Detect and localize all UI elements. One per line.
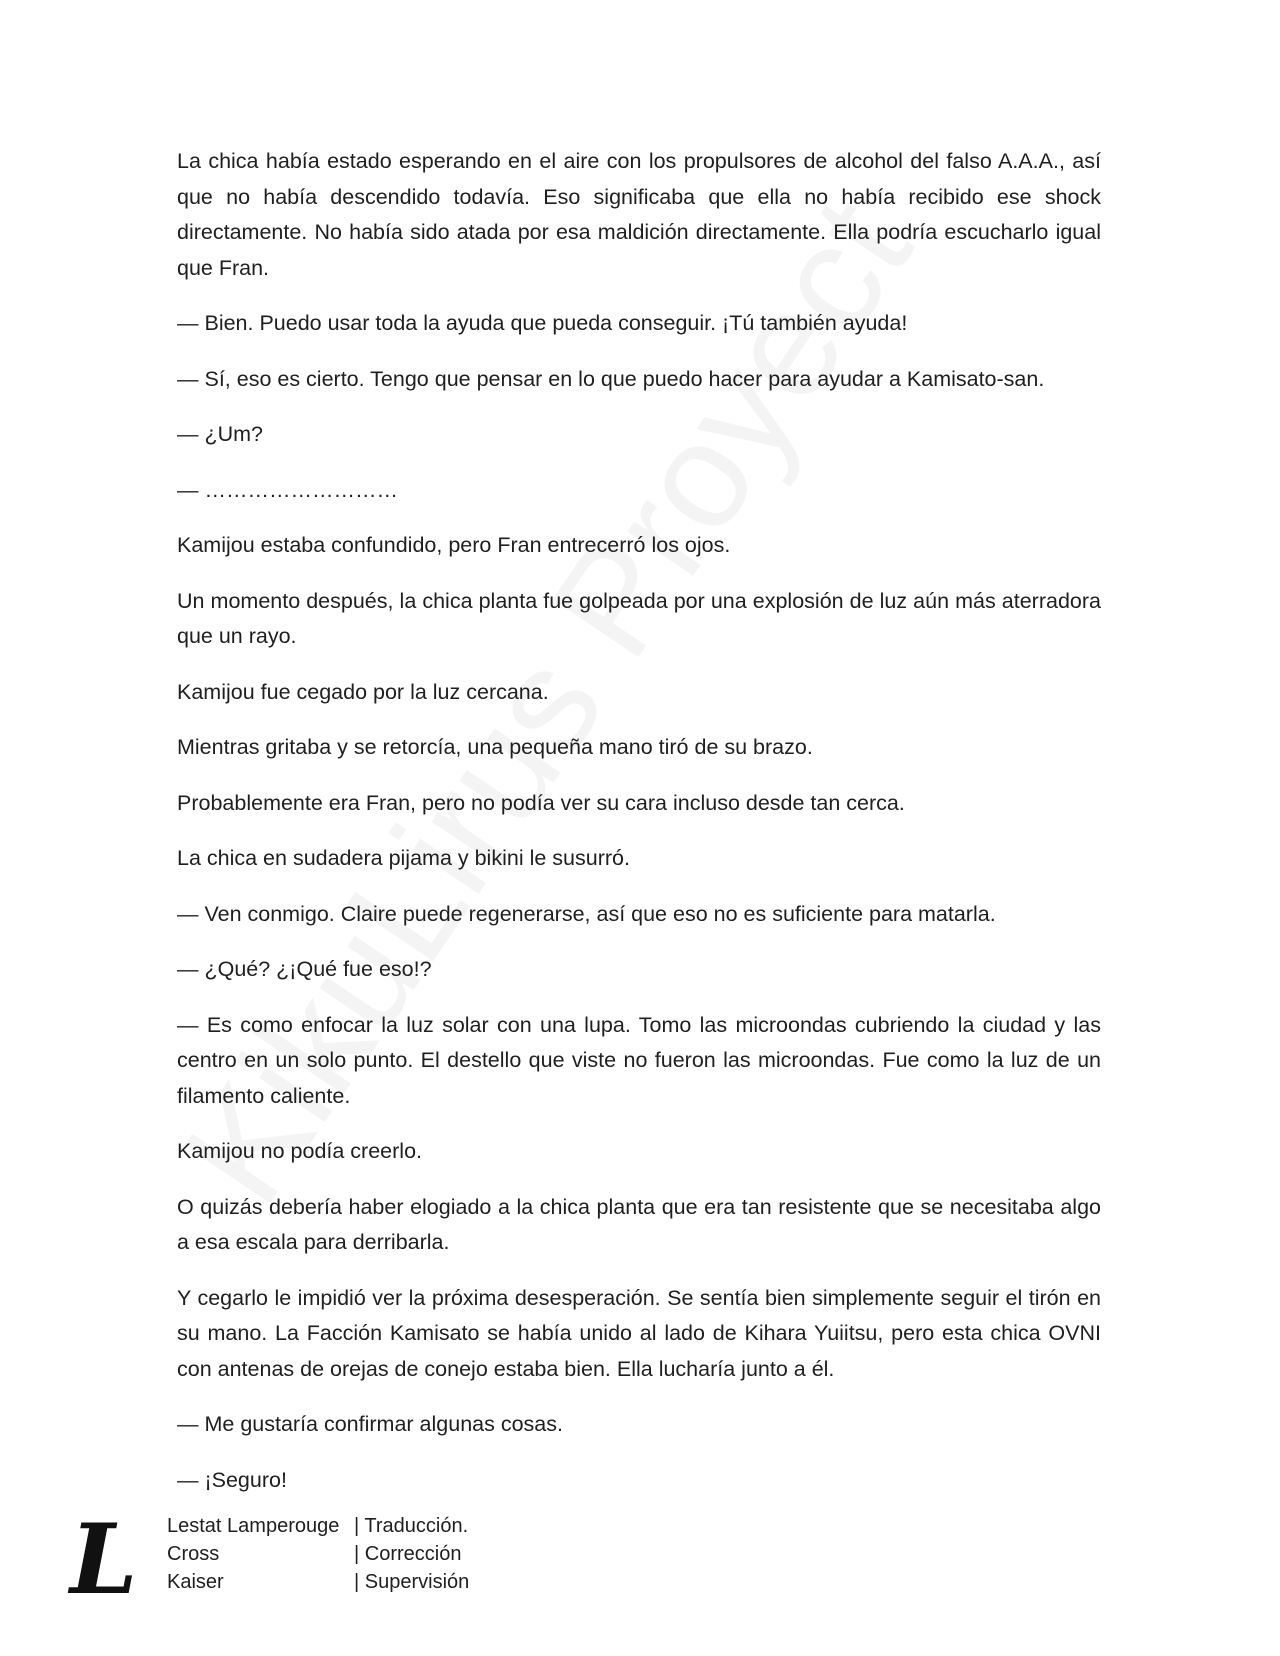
credits (167, 1512, 469, 1596)
paragraph: — ¡Seguro! (177, 1467, 287, 1492)
credit-name: Lestat Lamperouge (167, 1515, 340, 1537)
paragraph: Kamijou fue cegado por la luz cercana. (177, 679, 549, 704)
paragraph: — Bien. Puedo usar toda la ayuda que pueda conseguir. ¡Tú también ayuda! (177, 311, 908, 335)
paragraph: La chica en sudadera pijama y bikini le susurró. (177, 846, 630, 870)
paragraph: — Ven conmigo. Claire puede regenerarse, así que eso no es suficiente para matarla. (177, 901, 996, 926)
footer (60, 1503, 560, 1616)
paragraph: — Me gustaría confirmar algunas cosas. (177, 1412, 563, 1436)
paragraph: — Es como enfocar la luz solar con una lupa. Tomo las microondas cubriendo la ciudad y las centro en un solo punto. El destello que viste no fueron las microondas. Fue como la luz de un filamento caliente. (177, 1012, 1101, 1108)
paragraph: Probablemente era Fran, pero no podía ver su cara incluso desde tan cerca. (177, 790, 905, 815)
paragraph: — ……………………… (177, 477, 398, 502)
credit-role: | Supervisión (354, 1571, 470, 1593)
credit-name: Kaiser (167, 1571, 224, 1593)
paragraph: Un momento después, la chica planta fue golpeada por una explosión de luz aún más aterradora que un rayo. (177, 588, 1101, 648)
paragraph: Kamijou estaba confundido, pero Fran entrecerró los ojos. (177, 533, 731, 557)
credit-row (167, 1540, 469, 1568)
paragraph: La chica había estado esperando en el aire con los propulsores de alcohol del falso A.A.A., así que no había descendido todavía. Eso significaba que ella no había recibido ese shock directamente. No había sido atada por esa maldición directamente. Ella podría escucharlo igual que Fran. (177, 149, 1101, 280)
paragraph: — ¿Um? (177, 422, 263, 446)
credit-role: | Corrección (354, 1543, 462, 1565)
credit-name: Cross (167, 1543, 220, 1565)
paragraph: Kamijou no podía creerlo. (177, 1139, 423, 1163)
body-text (177, 144, 1101, 1518)
paragraph: O quizás debería haber elogiado a la chica planta que era tan resistente que se necesitaba algo a esa escala para derribarla. (177, 1194, 1101, 1254)
l-logo-icon: L (70, 1503, 138, 1616)
paragraph: Y cegarlo le impidió ver la próxima desesperación. Se sentía bien simplemente seguir el tirón en su mano. La Facción Kamisato se había unido al lado de Kihara Yuiitsu, pero esta chica OVNI con antenas de orejas de conejo estaba bien. Ella lucharía junto a él. (177, 1285, 1101, 1381)
credit-row (167, 1568, 469, 1596)
credit-row (167, 1512, 469, 1540)
credit-role: | Traducción. (354, 1515, 469, 1537)
paragraph: — ¿Qué? ¿¡Qué fue eso!? (177, 957, 432, 981)
paragraph: Mientras gritaba y se retorcía, una pequeña mano tiró de su brazo. (177, 735, 813, 759)
paragraph: — Sí, eso es cierto. Tengo que pensar en lo que puedo hacer para ayudar a Kamisato-san. (177, 366, 1045, 391)
